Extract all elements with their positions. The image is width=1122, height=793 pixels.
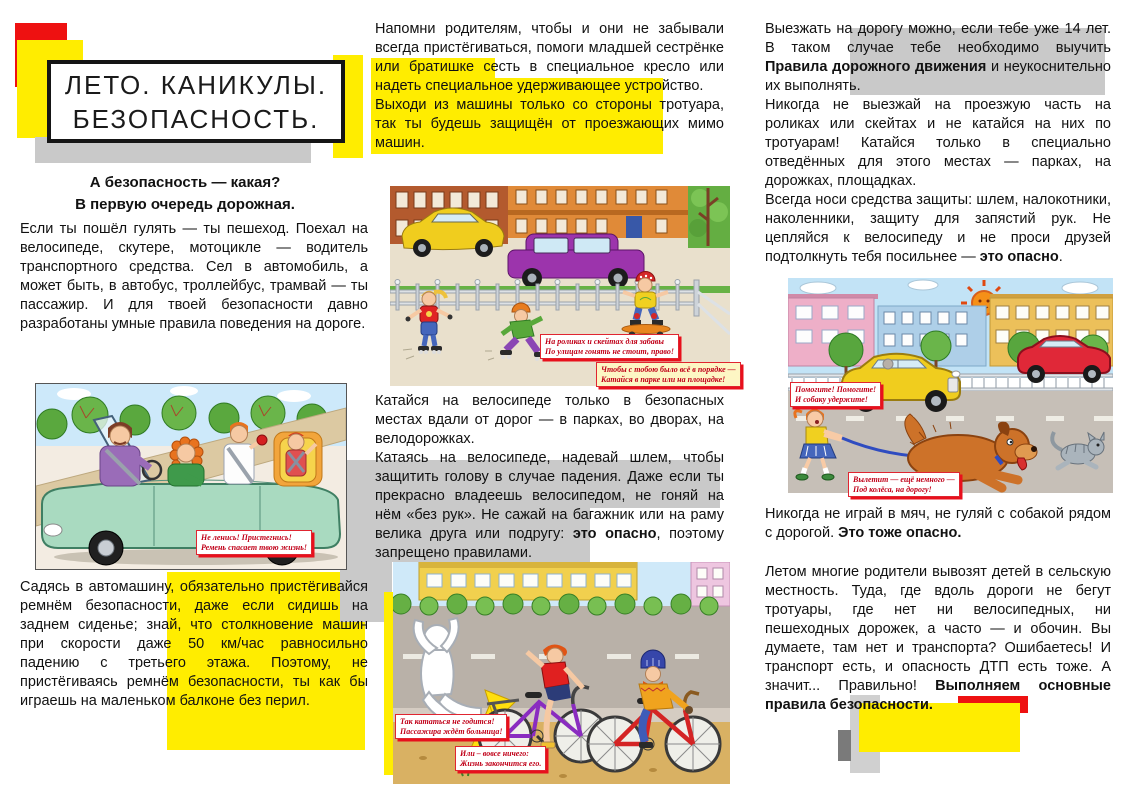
rink-caption-2 bbox=[596, 362, 741, 387]
rink-caption-1 bbox=[540, 334, 679, 359]
title-line-2: БЕЗОПАСНОСТЬ. bbox=[72, 103, 320, 134]
paragraph-text: Садясь в автомашину, обязательно пристёгивайся ремнём безопасности, даже если сидишь на заднем сиденье; знай, что столкновение машин при скорости даже 50 км/час равносильно падению с третьего этажа. Поэтому, не пристёгиваясь ремнём безопасности, ты как бы играешь на маленьком балконе без перил. bbox=[20, 579, 368, 709]
text-segment: Всегда носи средства защиты: шлем, налокотники, наколенники, защиту для запястий рук. Не цепляйся к велосипеду и не проси друзей подтолкнуть тебя посильнее — bbox=[765, 192, 1111, 265]
caption-line: Катайся в парке или на площадке! bbox=[601, 374, 726, 384]
caption-line: Помогите! Помогите! bbox=[795, 385, 877, 394]
caption-line: И собаку удержите! bbox=[795, 394, 868, 404]
school-building bbox=[419, 562, 637, 600]
col3-paragraph-2: Никогда не выезжай на проезжую часть на роликах или скейтах и не катайся на них по тротуарам! Катайся только в специально отведённых для этого местах — парках, на дорожках, площадках. bbox=[765, 97, 1111, 189]
col2-text-top bbox=[375, 20, 724, 153]
caption-line: Так кататься не годится! bbox=[400, 717, 495, 726]
dog-caption-2 bbox=[848, 472, 960, 497]
col2-paragraph-2: Выходи из машины только со стороны тротуара, так ты будешь защищён от проезжающих мимо машин. bbox=[375, 97, 724, 151]
child-in-car-seat bbox=[274, 432, 322, 486]
paragraph-text: Если ты пошёл гулять — ты пешеход. Поехал на велосипеде, скутере, мотоцикле — водитель транспортного средства. Сел в автомобиль, а может быть, в автобус, троллейбус, трамвай — ты пассажир. И для твоей безопасности давно разработаны умные правила поведения на дороге. bbox=[20, 221, 368, 332]
caption-line: По улицам гонять не стоит, право! bbox=[545, 346, 674, 356]
caption-line: Вылетит — ещё немного — bbox=[853, 475, 955, 484]
text-segment: . bbox=[1058, 249, 1063, 265]
caption-line: На роликах и скейтах для забавы bbox=[545, 337, 664, 346]
decor-darkgray-block-bottom bbox=[838, 730, 851, 761]
col3-paragraph-4 bbox=[765, 505, 1111, 543]
text-segment: Никогда не играй в мяч, не гуляй с собакой рядом с дорогой. bbox=[765, 506, 1111, 541]
dog-caption-1 bbox=[790, 382, 881, 407]
caption-line: Жизнь закончится его. bbox=[460, 758, 542, 768]
decor-yellow-strip-col2 bbox=[384, 592, 393, 775]
col2-paragraph-1: Напомни родителям, чтобы и они не забывали всегда пристёгиваться, помоги младшей сестрёнке или братишке сесть в специальное кресло или надеть специальное удерживающее устройство. bbox=[375, 21, 724, 94]
danger-warning-text: это опасно bbox=[979, 249, 1059, 265]
col1-paragraph-2 bbox=[20, 578, 368, 711]
bike-caption-2 bbox=[455, 746, 546, 771]
page-title bbox=[47, 60, 345, 143]
col2-paragraph-4 bbox=[375, 449, 724, 563]
col2-paragraph-3: Катайся на велосипеде только в безопасных местах вдали от дорог — в парках, во дворах, на велодорожках. bbox=[375, 393, 724, 447]
mother bbox=[168, 437, 204, 486]
danger-warning-text: это опасно bbox=[572, 526, 657, 542]
paragraph-text bbox=[765, 505, 1111, 543]
bike-caption-1 bbox=[395, 714, 507, 739]
seatbelt-caption bbox=[196, 530, 312, 555]
dog-street-illustration bbox=[788, 278, 1113, 493]
caption-line: Пассажира ждёт больница! bbox=[400, 726, 503, 736]
family-car-illustration bbox=[35, 383, 347, 570]
traffic-rules-bold-text: Правила дорожного движения bbox=[765, 59, 987, 75]
col3-paragraph-5 bbox=[765, 563, 1111, 715]
text-segment: Выезжать на дорогу можно, если тебе уже 14 лет. В таком случае тебе необходимо выучить bbox=[765, 21, 1111, 56]
text-segment: Катаясь на велосипеде, надевай шлем, чтобы защитить голову в случае падения. Даже если ты прекрасно владеешь велосипедом, не гоняй на нём «без рук». Не сажай на багажник или на раму велика друга или подругу: bbox=[375, 450, 724, 542]
col3-text-top bbox=[765, 20, 1111, 267]
title-line-1: ЛЕТО. КАНИКУЛЫ. bbox=[64, 69, 328, 100]
skating-rink-illustration bbox=[390, 186, 736, 386]
paragraph-text bbox=[765, 563, 1111, 715]
subheading-line-2: В первую очередь дорожная. bbox=[75, 196, 295, 213]
col3-paragraph-1 bbox=[765, 20, 1111, 96]
caption-line: Не ленись! Пристегнись! bbox=[201, 533, 292, 542]
bicycles-illustration bbox=[393, 562, 730, 784]
danger-warning-text: Это тоже опасно. bbox=[838, 525, 962, 541]
caption-line: Или – вовсе ничего: bbox=[460, 749, 529, 758]
col2-text-middle bbox=[375, 392, 724, 563]
caption-line: Чтобы с тобою было всё в порядке — bbox=[601, 365, 736, 374]
subheading-line-1: А безопасность — какая? bbox=[89, 174, 281, 191]
col1-paragraph-1 bbox=[20, 220, 368, 334]
text-segment: , поэтому запрещено правилами. bbox=[375, 526, 724, 561]
subheading bbox=[18, 172, 352, 216]
text-segment: Летом многие родители вывозят детей в сельскую местность. Туда, где вдоль дороги не бегут тротуары, где нет ни велосипедных, ни пешеходных дорожек, а часто — и обочин. Вы думаете, там нет и транспорта? Ошибаетесь! И транспорт есть, и опасность ДТП есть тоже. А значит... Правильно! bbox=[765, 564, 1111, 694]
col3-paragraph-3 bbox=[765, 191, 1111, 267]
caption-line: Ремень спасает твою жизнь! bbox=[201, 542, 308, 552]
caption-line: Под колёса, на дорогу! bbox=[853, 484, 932, 494]
text-segment: и неукоснительно их выполнять. bbox=[765, 59, 1111, 94]
safety-rules-bold-text: Выполняем основные правила безопасности. bbox=[765, 678, 1111, 713]
